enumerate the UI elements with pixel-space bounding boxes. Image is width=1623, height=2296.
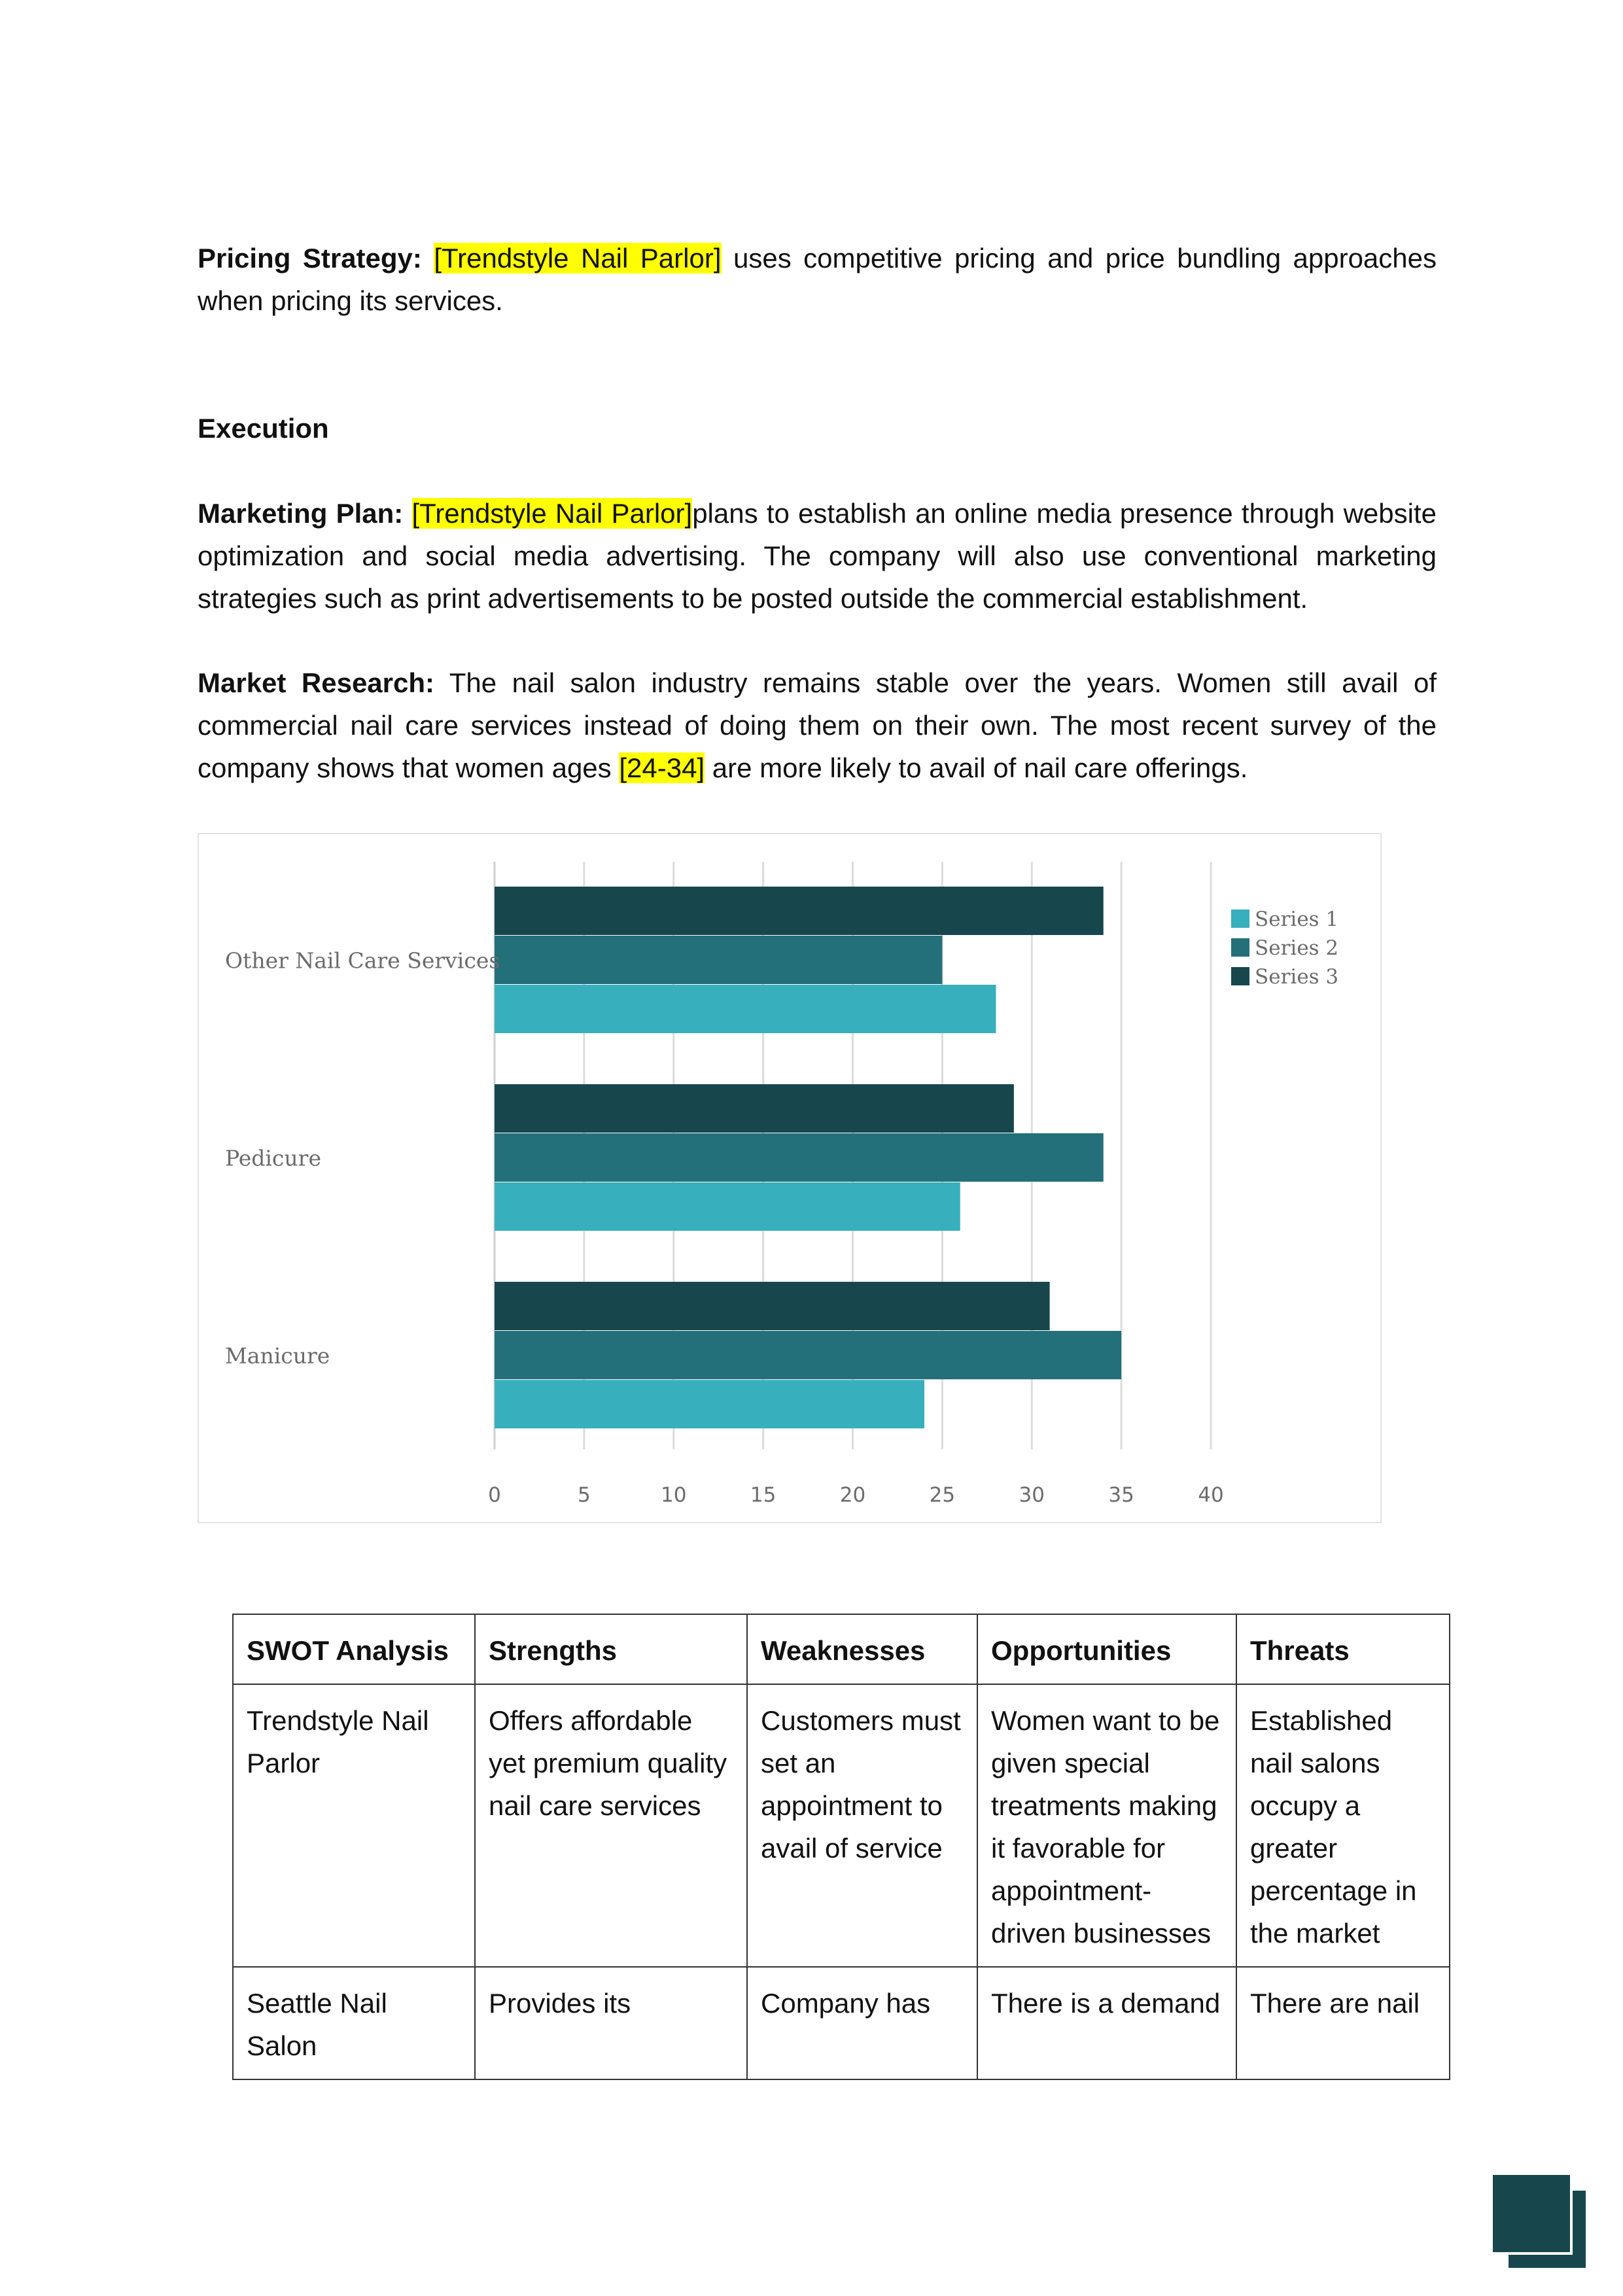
bar [495,1084,1014,1133]
tick-label: 5 [578,1483,591,1507]
tick-label: 40 [1198,1483,1224,1507]
legend-label: Series 1 [1255,908,1339,931]
tick-label: 0 [488,1483,501,1507]
swot-header-cell: Strengths [475,1614,747,1684]
marketing-plan-text: plans to establish an online media presence through website optimization and social media advertising. The company will also use conventional marketing strategies such as print advertisements to be posted outside the commercial establishment. [198,498,1437,614]
bar [495,887,1104,935]
bar [495,1331,1121,1379]
table-cell: Established nail salons occupy a greater percentage in the market [1236,1684,1450,1967]
bar [495,936,942,984]
category-label: Manicure [225,1343,330,1369]
bar [495,1133,1104,1182]
legend-swatch [1231,910,1249,928]
legend-label: Series 3 [1255,965,1339,989]
table-cell: Women want to be given special treatments making it favorable for appointment-driven businesses [977,1684,1236,1967]
chart-canvas [199,834,1380,1522]
bar [495,1282,1050,1330]
market-research-text-end: are more likely to avail of nail care offerings. [705,752,1248,783]
legend-label: Series 2 [1255,936,1339,960]
swot-header-cell: Weaknesses [747,1614,977,1684]
table-cell: Company has [747,1967,977,2079]
table-cell: Seattle Nail Salon [233,1967,475,2079]
table-cell: There are nail [1236,1967,1450,2079]
market-research-paragraph [198,662,1437,789]
tick-label: 35 [1108,1483,1134,1507]
legend-swatch [1231,938,1249,957]
bar [495,1182,960,1231]
swot-header-cell: Threats [1236,1614,1450,1684]
company-name-highlight: [Trendstyle Nail Parlor] [434,243,722,274]
pricing-strategy-paragraph [198,237,1437,322]
category-label: Pedicure [225,1145,321,1171]
table-row [233,1967,1450,2079]
market-research-text: The nail salon industry remains stable over the years. Women still avail of commercial nail care services instead of doing them on their own. The most recent survey of the company shows that women ages [198,667,1437,783]
pricing-strategy-label: Pricing Strategy: [198,243,422,274]
corner-decoration-front [1493,2175,1573,2255]
bar [495,1380,924,1428]
company-name-highlight: [Trendstyle Nail Parlor] [411,498,693,529]
swot-table [232,1614,1450,2080]
tick-label: 15 [750,1483,777,1507]
marketing-plan-paragraph [198,492,1437,620]
table-cell: Trendstyle Nail Parlor [233,1684,475,1967]
tick-label: 10 [661,1483,687,1507]
table-cell: There is a demand [977,1967,1236,2079]
age-range-highlight: [24-34] [619,752,705,783]
tick-label: 30 [1019,1483,1045,1507]
market-research-label: Market Research: [198,667,435,698]
marketing-plan-label: Marketing Plan: [198,498,404,529]
legend-swatch [1231,967,1249,985]
swot-header-row [233,1614,1450,1684]
service-bar-chart [198,833,1382,1523]
table-cell: Offers affordable yet premium quality nail care services [475,1684,747,1967]
table-cell: Customers must set an appointment to avail of service [747,1684,977,1967]
category-label: Other Nail Care Services [225,947,500,974]
bar [495,985,996,1033]
tick-label: 20 [839,1483,866,1507]
swot-header-cell: SWOT Analysis [233,1614,475,1684]
pricing-strategy-text: uses competitive pricing and price bundling approaches when pricing its services. [198,243,1437,316]
tick-label: 25 [929,1483,956,1507]
execution-heading: Execution [198,413,329,444]
swot-header-cell: Opportunities [977,1614,1236,1684]
table-row [233,1684,1450,1967]
table-cell: Provides its [475,1967,747,2079]
